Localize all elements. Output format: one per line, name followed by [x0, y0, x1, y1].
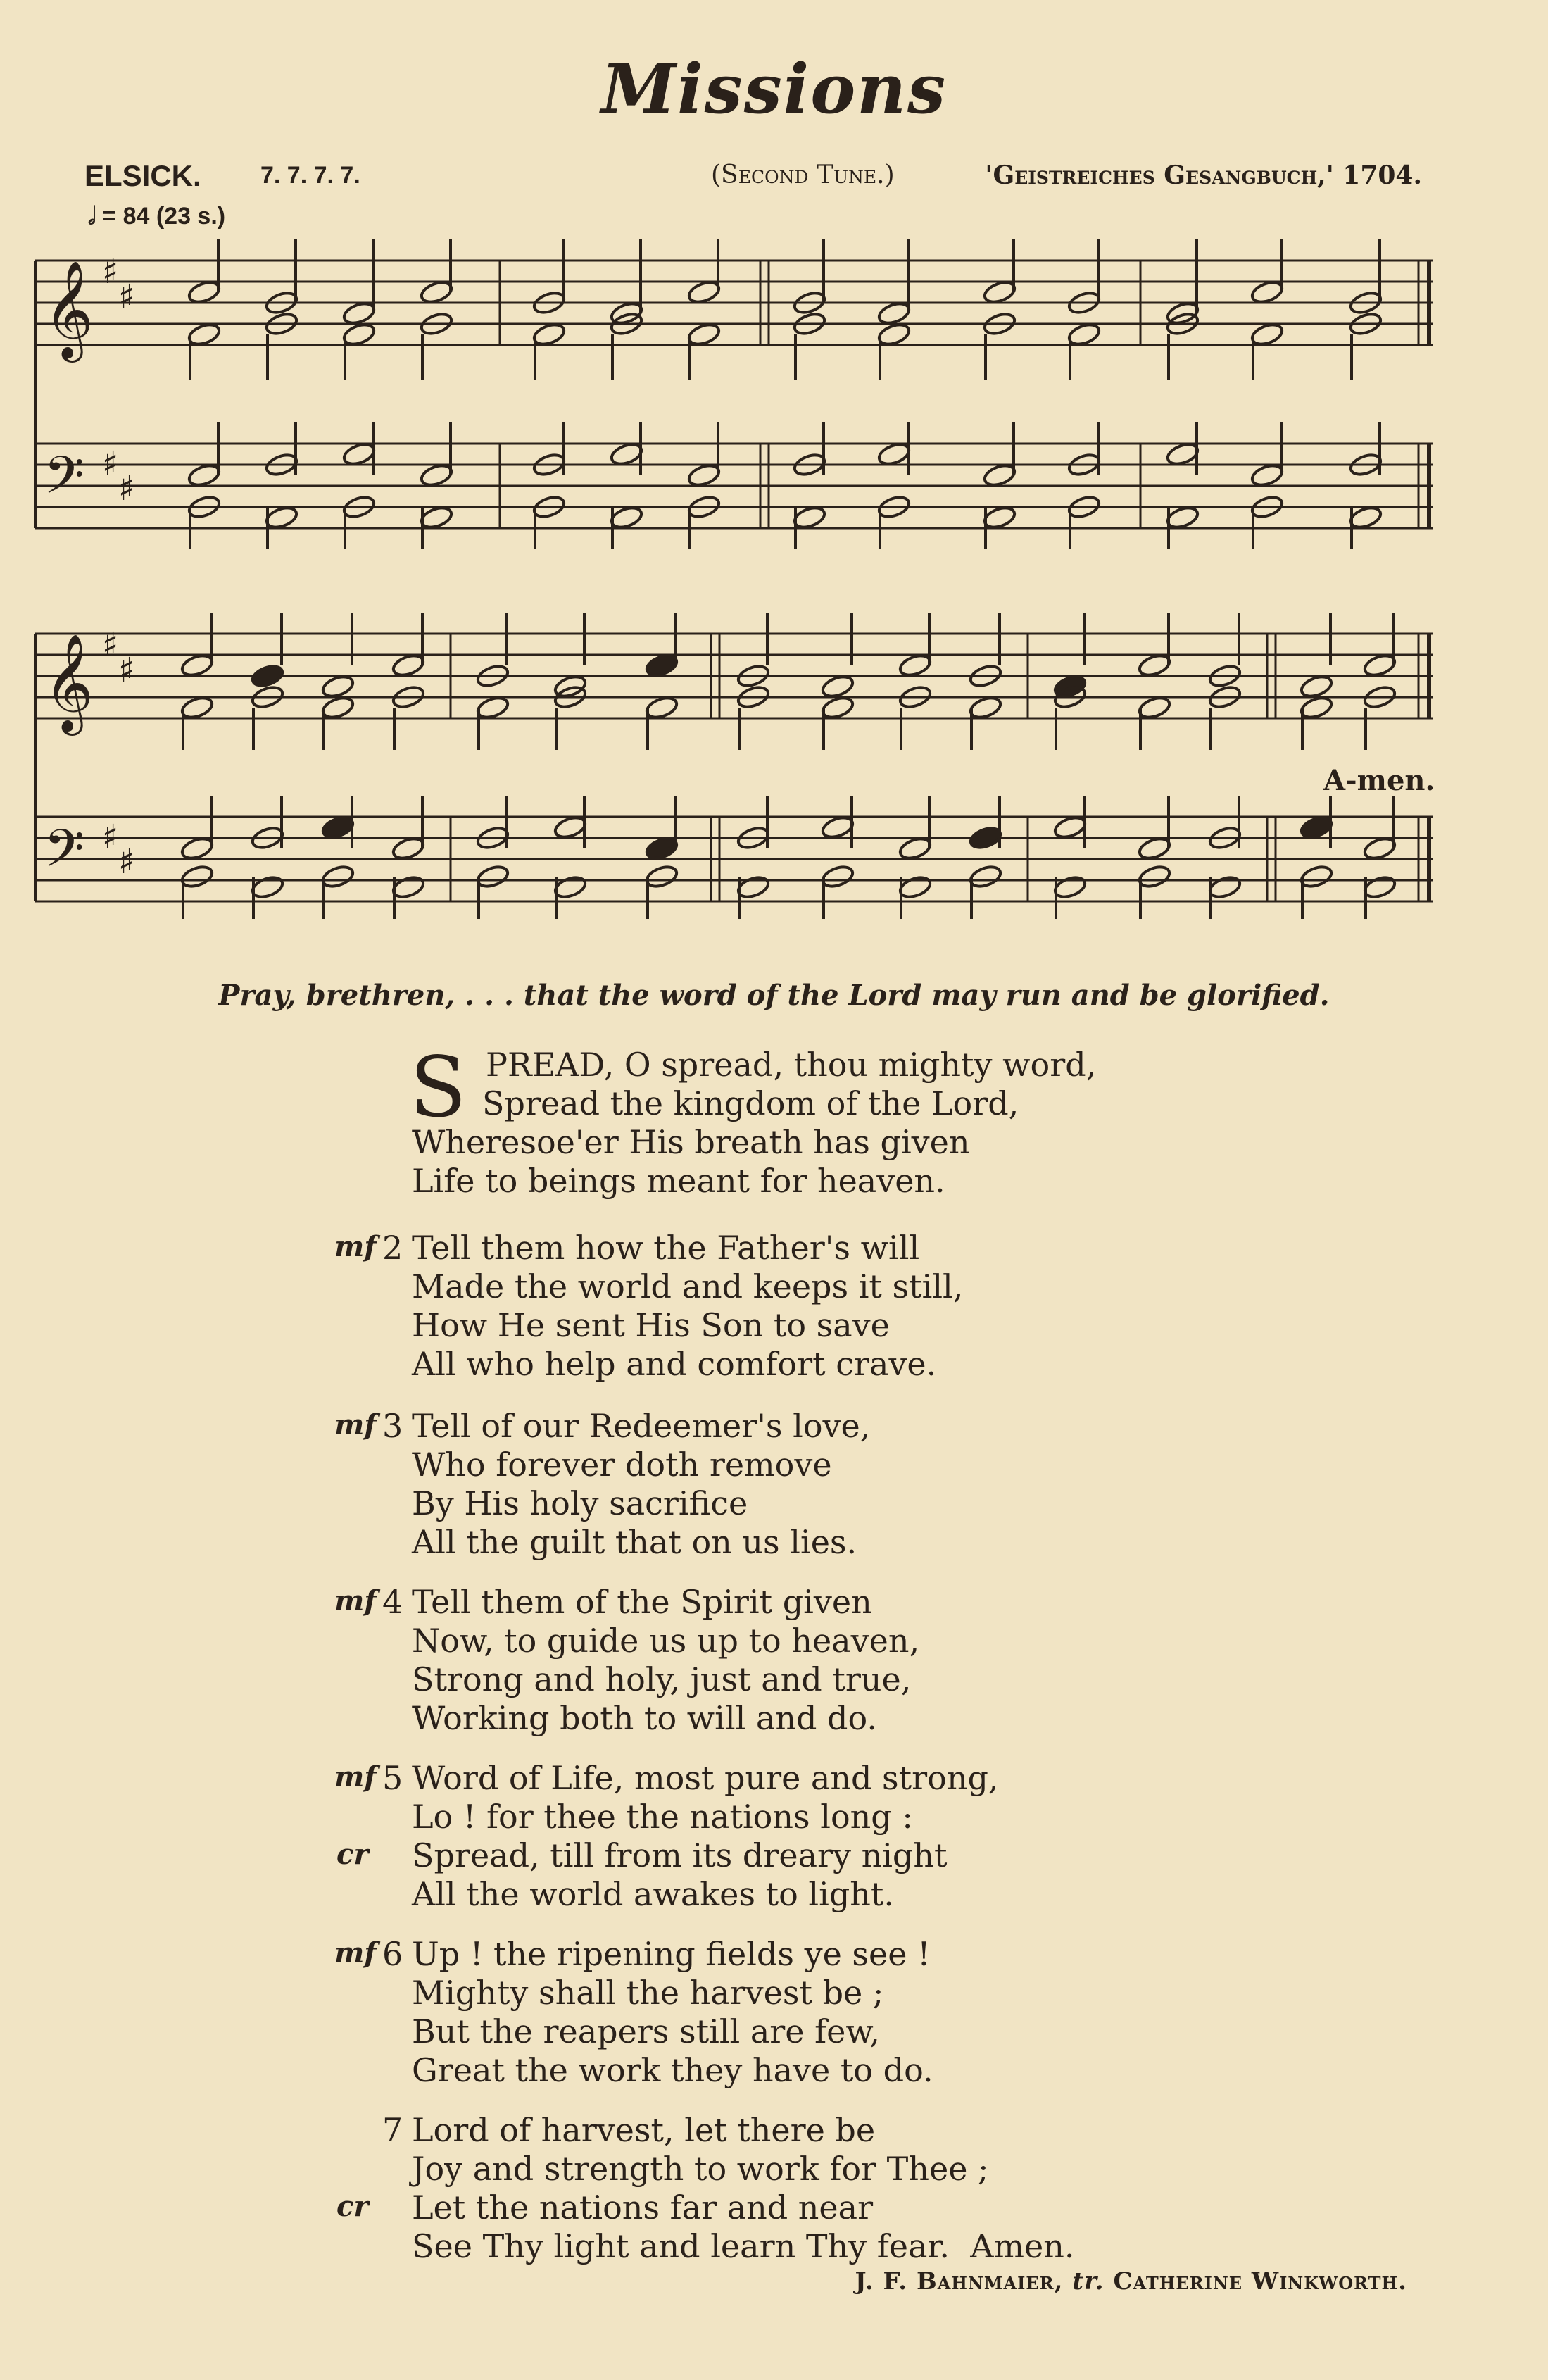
verse-line: All who help and comfort crave. — [412, 1345, 937, 1383]
verse-line: Lord of harvest, let there be — [412, 2111, 876, 2149]
half-note-icon: 𝅗𝅥 — [88, 203, 96, 230]
verse-line: Up ! the ripening fields ye see ! — [412, 1935, 931, 1973]
svg-text:♯: ♯ — [118, 651, 135, 690]
verse-line: Working both to will and do. — [412, 1699, 878, 1737]
svg-text:♯: ♯ — [102, 625, 119, 665]
credit-line — [855, 2267, 1407, 2296]
tune-name: ELSICK. — [84, 159, 201, 192]
verse-number: 4 — [382, 1583, 403, 1621]
svg-text:♯: ♯ — [102, 444, 119, 484]
verse-line: All the guilt that on us lies. — [412, 1523, 857, 1561]
verse-line: Joy and strength to work for Thee ; — [412, 2150, 989, 2188]
verse-line: But the reapers still are few, — [412, 2012, 880, 2050]
svg-text:♯: ♯ — [118, 842, 135, 882]
credit-translator: Catherine Winkworth. — [1113, 2267, 1407, 2296]
verse-line: Who forever doth remove — [412, 1446, 832, 1484]
epigraph: Pray, brethren, . . . that the word of the Lord may run and be glorified. — [218, 979, 1330, 1012]
tune-header — [84, 159, 1422, 208]
page-title: Missions — [600, 49, 948, 129]
svg-text:♯: ♯ — [118, 469, 135, 508]
verse-line: Mighty shall the harvest be ; — [412, 1974, 884, 2012]
verse-line: Tell of our Redeemer's love, — [412, 1407, 871, 1445]
tune-source: 'Geistreiches Gesangbuch,' 1704. — [985, 161, 1422, 190]
treble-clef-icon: 𝄞 — [44, 634, 94, 732]
verse-line: Now, to guide us up to heaven, — [412, 1622, 920, 1660]
verse-line: Lo ! for thee the nations long : — [412, 1798, 913, 1836]
dynamic-mark: mf — [334, 1408, 377, 1441]
verse-line: All the world awakes to light. — [412, 1875, 895, 1913]
tune-meter: 7. 7. 7. 7. — [260, 162, 360, 189]
credit-tr: tr. — [1072, 2267, 1105, 2296]
verse-number: 2 — [382, 1229, 403, 1267]
verse-line: Let the nations far and near — [412, 2188, 874, 2226]
verse-line: By His holy sacrifice — [412, 1484, 748, 1522]
verse-line: Spread the kingdom of the Lord, — [482, 1084, 1019, 1122]
dynamic-mark: mf — [334, 1584, 377, 1617]
system-1-treble-staff — [35, 261, 1433, 345]
verse-line: Made the world and keeps it still, — [412, 1267, 964, 1305]
crescendo-mark: cr — [336, 2190, 369, 2223]
bass-clef-icon: 𝄢 — [44, 445, 84, 519]
dynamic-mark: mf — [334, 1230, 377, 1263]
treble-clef-icon: 𝄞 — [44, 261, 94, 358]
svg-text:♯: ♯ — [102, 818, 119, 857]
verse-line: See Thy light and learn Thy fear. Amen. — [412, 2227, 1075, 2265]
tempo-value: = 84 (23 s.) — [102, 203, 226, 230]
verse-line: Great the work they have to do. — [412, 2051, 933, 2089]
verse-number: 5 — [382, 1759, 403, 1797]
verse-line: Spread, till from its dreary night — [412, 1836, 948, 1874]
svg-text:♯: ♯ — [102, 252, 119, 292]
tune-second: (Second Tune.) — [711, 161, 895, 189]
amen-label: A-men. — [1323, 764, 1435, 797]
verse-line: PREAD, O spread, thou mighty word, — [486, 1046, 1097, 1084]
crescendo-mark: cr — [336, 1838, 369, 1871]
drop-cap: S — [410, 1039, 467, 1136]
credit-author: J. F. Bahnmaier, — [855, 2267, 1064, 2296]
verse-line: Wheresoe'er His breath has given — [412, 1123, 970, 1161]
verse-line: Life to beings meant for heaven. — [412, 1162, 945, 1200]
verse-number: 6 — [382, 1935, 403, 1973]
music-score — [28, 239, 1436, 922]
tempo-mark — [88, 203, 225, 230]
verse-line: Tell them of the Spirit given — [412, 1583, 872, 1621]
verse-line: Word of Life, most pure and strong, — [412, 1759, 999, 1797]
dynamic-mark: mf — [334, 1760, 377, 1793]
system-1-bass-staff — [35, 444, 1433, 528]
svg-text:♯: ♯ — [118, 277, 135, 317]
dynamic-mark: mf — [334, 1936, 377, 1969]
verse-line: Strong and holy, just and true, — [412, 1660, 912, 1698]
verse-line: Tell them how the Father's will — [412, 1229, 920, 1267]
verse-number: 3 — [382, 1407, 403, 1445]
verse-number: 7 — [382, 2111, 403, 2149]
verse-line: How He sent His Son to save — [412, 1306, 890, 1344]
bass-clef-icon: 𝄢 — [44, 818, 84, 892]
